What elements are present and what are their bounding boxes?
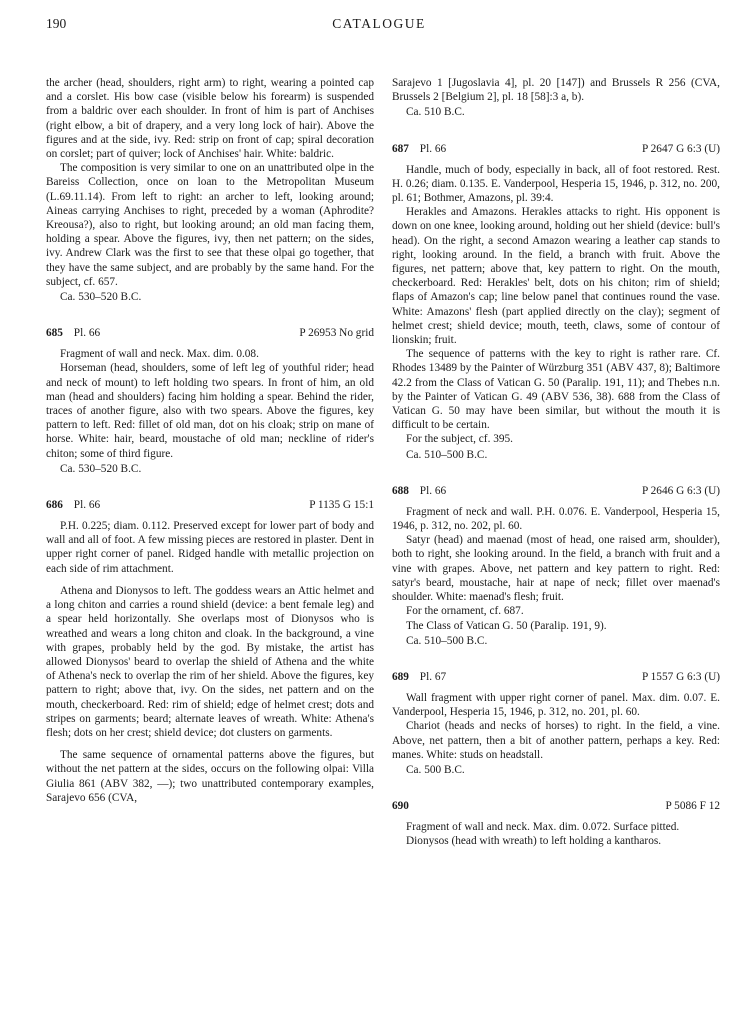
entry-date: Ca. 530–520 B.C. [60,291,142,304]
inventory-number: P 2646 G 6:3 (U) [641,484,720,497]
plate-reference: Pl. 67 [419,670,447,683]
entry-688-heading [392,484,720,499]
inventory-number: P 1557 G 6:3 (U) [641,670,720,683]
entry-date: Ca. 500 B.C. [406,763,465,776]
plate-reference: Pl. 66 [73,327,101,340]
entry-690-heading [392,799,720,814]
entry-paragraph: The sequence of patterns with the key to right is rather rare. Cf. Rhodes 13489 by the Painter of Würzburg 351 (ABV 437, 8); Baltimore 42.2 from the Class of Vatican G. 50 (Paralip. 191, 11); and Thebes n.n. by the Painter of Vatican G. 49 (ABV 536, 38). 688 from the Class of Vatican G. 50 may have been similar, but without the mouth it is difficult to be certain. [392,348,720,432]
inventory-number: P 1135 G 15:1 [309,499,374,512]
entry-paragraph: Herakles and Amazons. Herakles attacks to right. His opponent is down on one knee, looking around, holding out her shield (device: bull's head). On the right, a second Amazon wearing a leather cap stands to right, looking around. In the field, a branch with fruit. Above the figures, net pattern; above that, key pattern to right. On the mouth, checkerboard. Red: Herakles' belt, dots on his chiton; rim of shield; flaps of Amazon's cap; line below panel that continues round the vase. White: Amazons' flesh (part applied directly on the clay); segment of helmet crest; shield device; mouth, teeth, claws, some of contour of lionskin; fruit. [392,206,720,347]
entry-paragraph: Handle, much of body, especially in back, all of foot restored. Rest. H. 0.26; diam. 0.135. E. Vanderpool, Hesperia 15, 1946, p. 312, no. 200, pl. 61; Bothmer, Amazons, pl. 39:4. [392,163,720,205]
plate-reference: Pl. 66 [73,499,101,512]
entry-paragraph: P.H. 0.225; diam. 0.112. Preserved except for lower part of body and wall and all of foot. A few missing pieces are restored in plaster. Dent in upper right corner of panel. Ridged handle with metallic projection on each side of rim attachment. [46,520,374,575]
inventory-number: P 26953 No grid [299,327,374,340]
entry-paragraph: For the ornament, cf. 687. [406,605,524,618]
entry-date: Ca. 530–520 B.C. [60,462,142,475]
entry-number: 685 [46,327,63,340]
left-column [46,76,374,805]
entry-paragraph: Satyr (head) and maenad (most of head, one raised arm, shoulder), both to right, she looking around. In the field, a branch with fruit and a vine with grapes. Above, net pattern and key pattern to right. Red: satyr's beard, moustache, hair at nape of neck; fillet over maenad's shoulder. White: maenad's flesh; fruit. [392,534,720,604]
entry-date: Ca. 510–500 B.C. [406,634,488,647]
plate-reference: Pl. 66 [419,484,447,497]
running-head: CATALOGUE [332,16,426,31]
entry-number: 690 [392,800,409,813]
entry-number: 689 [392,670,409,683]
inventory-number: P 5086 F 12 [665,800,720,813]
continued-paragraph: Sarajevo 1 [Jugoslavia 4], pl. 20 [147]) and Brussels R 256 (CVA, Brussels 2 [Belgium 2], pl. 18 [58]:3 a, b). [392,77,720,104]
continued-paragraph: The composition is very similar to one on an unattributed olpe in the Bareiss Collection, once on loan to the Metropolitan Museum (L.69.11.14). From left to right: an archer to left, looking around; Aineas carrying Anchises to right, preceded by a woman (Aphrodite? Kreousa?), also to right, but looking around; an old man facing them, holding a spear. Above the figures, ivy, then net pattern; on the sides, ivy. Andrew Clark was the first to see that these olpai go together, that they have the same subject, and are probably by the same hand. For the subject, cf. 657. [46,162,374,288]
page-number: 190 [46,16,67,31]
entry-paragraph: Dionysos (head with wreath) to left holding a kantharos. [406,835,662,848]
entry-number: 687 [392,142,409,155]
page-header [46,16,712,40]
entry-number: 686 [46,499,63,512]
entry-date: Ca. 510–500 B.C. [406,448,488,461]
entry-paragraph: Fragment of wall and neck. Max. dim. 0.08. [60,348,259,361]
entry-paragraph: Fragment of wall and neck. Max. dim. 0.072. Surface pitted. [406,821,680,834]
entry-paragraph: Chariot (heads and necks of horses) to right. In the field, a vine. Above, net pattern, then a bit of another pattern, perhaps a key. Red: manes. White: studs on headstall. [392,720,720,761]
entry-paragraph: Wall fragment with upper right corner of panel. Max. dim. 0.07. E. Vanderpool, Hesperia 15, 1946, p. 312, no. 201, pl. 60. [392,691,720,719]
entry-686-heading [46,498,374,513]
entry-paragraph: For the subject, cf. 395. [406,433,513,446]
entry-685-heading [46,326,374,341]
entry-paragraph: Horseman (head, shoulders, some of left leg of youthful rider; head and neck of mount) to left holding two spears. In front of him, an old man (head and shoulders) facing him holding a spear. Behind the rider, traces of another figure, also with two spears. Above the figures, key pattern to left. Red: fillet of old man, dot on his cloak; strip on mane of horse. White: hair, beard, moustache of old man; neckline of rider's chiton; some of third figure. [46,362,374,460]
entry-paragraph: The same sequence of ornamental patterns above the figures, but without the net pattern at the sides, occurs on the following olpai: Villa Giulia 861 (ABV 382, —); two unattributed contemporary examples, Sarajevo 656 (CVA, [46,749,374,804]
entry-paragraph: Athena and Dionysos to left. The goddess wears an Attic helmet and a long chiton and carries a round shield (device: a bent female leg) and a spear held horizontally. She overlaps most of Dionysos who is wreathed and wears a long chiton and cloak. In the background, a vine with grapes, probably held by the god. By mistake, the artist has allowed Dionysos' beard to overlap the shield of Athena and the white of Athena's neck to overlap the rim of her shield. Above the figures, key pattern to right; above that, ivy. On the sides, net pattern and on the mouth, checkerboard. Red: rim of shield; edge of helmet crest; dots and stripes on garments; beard; alternate leaves of wreath. White: Athena's flesh; dots on her crest; shield device; dot clusters on garments. [46,584,374,739]
entry-687-heading [392,142,720,157]
continued-paragraph: the archer (head, shoulders, right arm) to right, wearing a pointed cap and a corslet. His bow case (visible below his forearm) is suspended from a baldric over each shoulder. In front of him is part of Anchises (right elbow, a bit of drapery, and a very long lock of hair). Above the figures and at the side, ivy. Red: strip on front of cap; spiral decoration on corslet; part of quiver; lock of Anchises' hair. White: baldric. [46,77,374,161]
inventory-number: P 2647 G 6:3 (U) [641,142,720,155]
entry-number: 688 [392,484,409,497]
right-column [392,76,720,849]
entry-date: Ca. 510 B.C. [406,106,465,119]
entry-689-heading [392,670,720,685]
entry-paragraph: The Class of Vatican G. 50 (Paralip. 191, 9). [406,619,607,632]
plate-reference: Pl. 66 [419,142,447,155]
entry-paragraph: Fragment of neck and wall. P.H. 0.076. E. Vanderpool, Hesperia 15, 1946, p. 312, no. 202, pl. 60. [392,505,720,533]
